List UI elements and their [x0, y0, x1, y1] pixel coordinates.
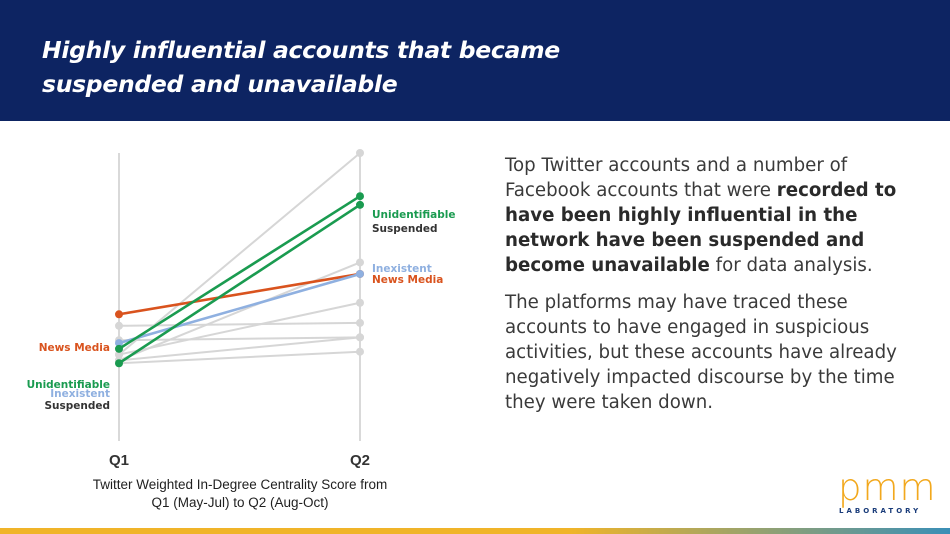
data-point-suspended-q1	[115, 359, 123, 367]
paragraph-1	[505, 153, 920, 278]
tick-label-q2: Q2	[349, 452, 371, 469]
data-point-other-5-q2	[356, 333, 364, 341]
paragraph-1-lead: Top Twitter accounts and a number of Facebook accounts that were	[505, 155, 848, 201]
paragraph-1-emphasis: recorded to have been highly influential in the network have been suspended and become unavailable	[505, 180, 897, 276]
pmm-logo	[838, 466, 937, 518]
series-line-unidentifiable	[119, 196, 360, 349]
q2-label-unidentifiable: Unidentifiable	[372, 209, 456, 221]
q1-label-suspended: Suspended	[44, 400, 110, 412]
bottom-accent-bar	[0, 528, 950, 534]
logo-wordmark: pmm	[838, 466, 937, 509]
q2-label-inexistent: Inexistent	[372, 263, 432, 275]
q2-label-news media: News Media	[372, 274, 444, 286]
q1-label-inexistent: Inexistent	[50, 388, 110, 400]
data-point-other-1-q1	[115, 322, 123, 330]
tick-label-q1: Q1	[108, 452, 130, 469]
body-text	[505, 153, 920, 427]
title-banner	[0, 0, 950, 121]
q1-label-unidentifiable: Unidentifiable	[26, 379, 110, 391]
data-point-other-6-q2	[356, 348, 364, 356]
page-title	[42, 33, 560, 101]
x-axis-caption-line1: Twitter Weighted In-Degree Centrality Score from	[92, 477, 388, 492]
data-point-suspended-q2	[356, 201, 364, 209]
paragraph-2: The platforms may have traced these accounts to have engaged in suspicious activities, but these accounts have already negatively impacted discourse by the time they were taken down.	[505, 292, 897, 413]
data-point-unidentifiable-q1	[115, 345, 123, 353]
slope-chart	[0, 121, 480, 521]
data-point-unidentifiable-q2	[356, 192, 364, 200]
data-point-other-1-q2	[356, 319, 364, 327]
page-title-line1: Highly influential accounts that became	[42, 36, 560, 64]
page-title-line2: suspended and unavailable	[42, 70, 398, 98]
q2-label-suspended: Suspended	[372, 223, 438, 235]
data-point-other-3-q2	[356, 299, 364, 307]
data-point-news-media-q1	[115, 310, 123, 318]
data-point-other-0-q2	[356, 149, 364, 157]
x-axis-caption-line2: Q1 (May-Jul) to Q2 (Aug-Oct)	[151, 495, 329, 510]
paragraph-1-tail: for data analysis.	[709, 255, 873, 276]
x-axis-caption	[60, 476, 420, 512]
logo-subtitle: LABORATORY	[839, 507, 922, 515]
data-point-inexistent-q2	[356, 270, 364, 278]
data-point-other-2-q2	[356, 258, 364, 266]
q1-label-news media: News Media	[38, 342, 110, 354]
